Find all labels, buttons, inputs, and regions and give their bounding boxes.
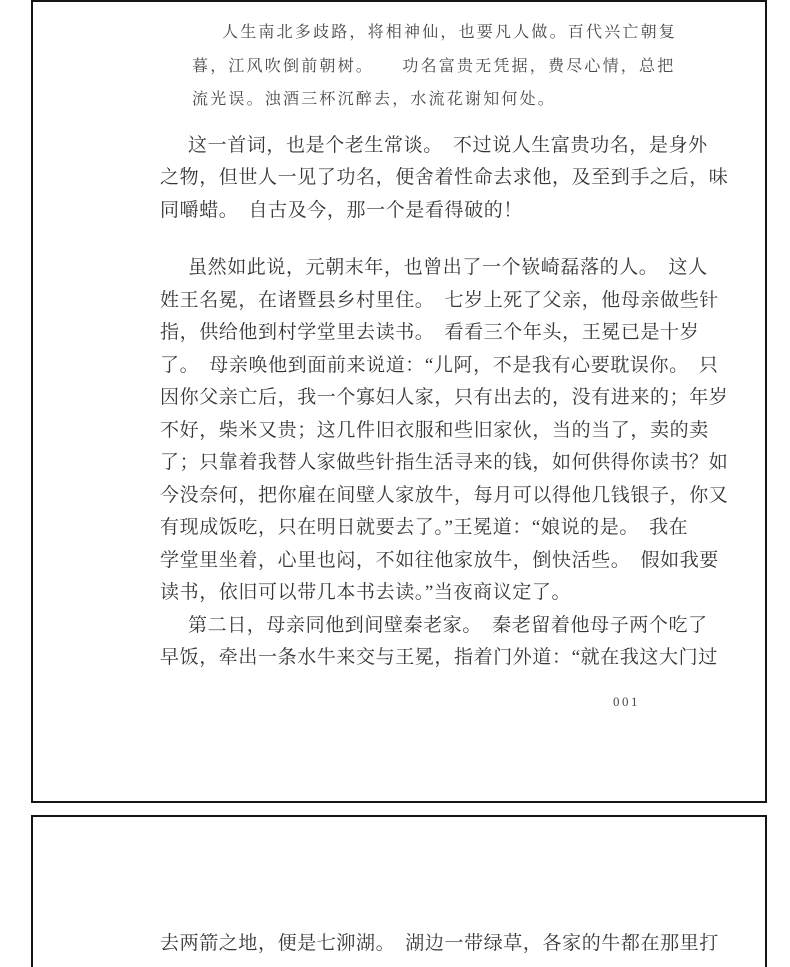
page-1-text-column bbox=[160, 2, 729, 801]
text-line: 了。 母亲唤他到面前来说道：“儿阿，不是我有心要耽误你。 只 bbox=[160, 354, 719, 376]
text-line: 今没奈何，把你雇在间壁人家放牛，每月可以得他几钱银子，你又 bbox=[160, 484, 729, 506]
text-line: 之物，但世人一见了功名，便舍着性命去求他，及至到手之后，味 bbox=[160, 167, 729, 188]
poem-line: 流光误。浊酒三杯沉醉去，水流花谢知何处。 bbox=[192, 91, 557, 108]
text-line: 这一首词，也是个老生常谈。 不过说人生富贵功名，是身外 bbox=[188, 134, 708, 156]
text-line: 第二日，母亲同他到间壁秦老家。 秦老留着他母子两个吃了 bbox=[188, 614, 708, 636]
text-line: 了；只靠着我替人家做些针指生活寻来的钱，如何供得你读书？如 bbox=[160, 452, 729, 473]
page-2-text-column bbox=[160, 928, 719, 961]
text-line: 读书，依旧可以带几本书去读。”当夜商议定了。 bbox=[160, 582, 572, 603]
text-line: 学堂里坐着，心里也闷，不如往他家放牛，倒快活些。 假如我要 bbox=[160, 549, 719, 571]
page-number: 001 bbox=[613, 694, 640, 709]
text-line: 虽然如此说，元朝末年，也曾出了一个嵚崎磊落的人。 这人 bbox=[188, 257, 708, 278]
text-line: 同嚼蜡。 自古及今，那一个是看得破的！ bbox=[160, 199, 523, 221]
text-line: 去两箭之地，便是七泖湖。 湖边一带绿草，各家的牛都在那里打 bbox=[160, 933, 719, 954]
poem-line: 暮，江风吹倒前朝树。 功名富贵无凭据，费尽心情，总把 bbox=[192, 57, 676, 75]
text-line: 有现成饭吃，只在明日就要去了。”王冕道：“娘说的是。 我在 bbox=[160, 517, 689, 538]
opening-poem bbox=[192, 16, 678, 117]
text-line: 指，供给他到村学堂里去读书。 看看三个年头，王冕已是十岁 bbox=[160, 322, 700, 343]
text-line: 不好，柴米又贵；这几件旧衣服和些旧家伙，当的当了，卖的卖 bbox=[160, 419, 709, 441]
text-line: 因你父亲亡后，我一个寡妇人家，只有出去的，没有进来的；年岁 bbox=[160, 387, 729, 408]
book-page-2 bbox=[31, 815, 767, 967]
text-line: 姓王名冕，在诸暨县乡村里住。 七岁上死了父亲，他母亲做些针 bbox=[160, 289, 719, 311]
paragraph-next-day bbox=[160, 610, 718, 675]
poem-line: 人生南北多歧路，将相神仙，也要凡人做。百代兴亡朝复 bbox=[222, 24, 678, 41]
book-page-1 bbox=[31, 0, 767, 803]
text-line: 早饭，牵出一条水牛来交与王冕，指着门外道：“就在我这大门过 bbox=[160, 647, 718, 668]
paragraph-wangmian-intro bbox=[160, 252, 729, 610]
paragraph-commentary bbox=[160, 130, 729, 228]
